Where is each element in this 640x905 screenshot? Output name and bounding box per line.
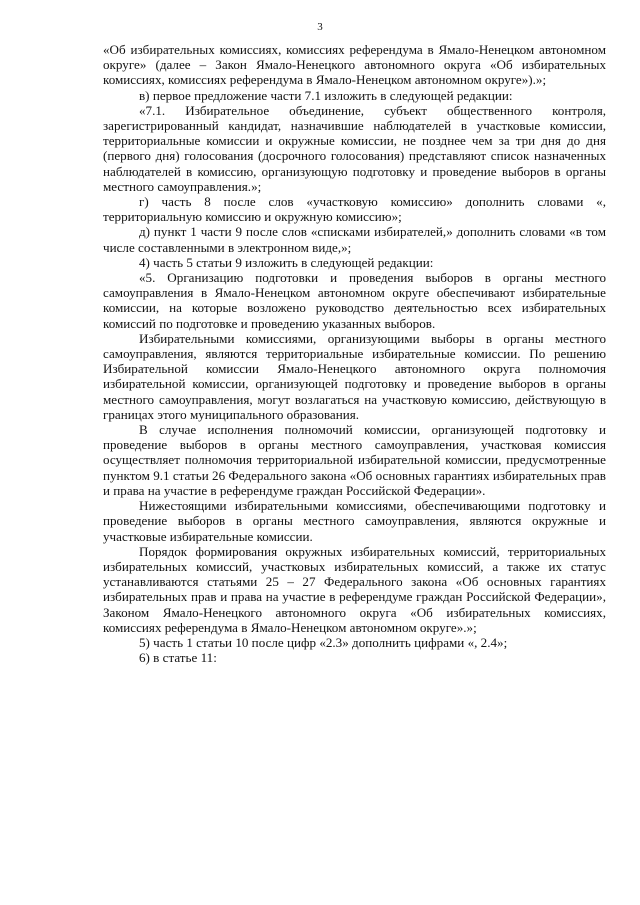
paragraph: В случае исполнения полномочий комиссии, организующей подготовку и проведение выборов в органы местного самоуправления, участковая комиссия осуществляет полномочия территориальной избирательной комиссии, предусмотренные пунктом 9.1 статьи 26 Федерального закона «Об основных гарантиях избирательных прав и права на участие в референдуме граждан Российской Федерации».: [103, 422, 606, 498]
paragraph: г) часть 8 после слов «участковую комиссию» дополнить словами «, территориальную комиссию и окружную комиссию»;: [103, 194, 606, 225]
document-body: [103, 42, 606, 665]
paragraph: 5) часть 1 статьи 10 после цифр «2.3» дополнить цифрами «, 2.4»;: [139, 634, 508, 650]
paragraph: 6) в статье 11:: [139, 650, 217, 666]
paragraph: «Об избирательных комиссиях, комиссиях референдума в Ямало-Ненецком автономном округе» (далее – Закон Ямало-Ненецкого автономного округа «Об избирательных комиссиях, комиссиях референдума в Ямало-Ненецком автономном округе»).»;: [103, 42, 606, 88]
paragraph: 4) часть 5 статьи 9 изложить в следующей редакции:: [139, 254, 434, 270]
paragraph: «5. Организацию подготовки и проведения выборов в органы местного самоуправления в Ямало-Ненецком автономном округе обеспечивают избирательные комиссии, на которые возложено руководство деятельностью всех избирательных комиссий по подготовке и проведению указанных выборов.: [103, 270, 606, 331]
paragraph: Порядок формирования окружных избирательных комиссий, территориальных избирательных комиссий, участковых избирательных комиссий, а также их статус устанавливаются статьями 25 – 27 Федерального закона «Об основных гарантиях избирательных прав и права на участие в референдуме граждан Российской Федерации», Законом Ямало-Ненецкого автономного округа «Об избирательных комиссиях, комиссиях референдума в Ямало-Ненецком автономном округе».»;: [103, 543, 606, 635]
paragraph: в) первое предложение части 7.1 изложить в следующей редакции:: [139, 87, 513, 103]
paragraph: Нижестоящими избирательными комиссиями, обеспечивающими подготовку и проведение выборов в органы местного самоуправления, являются окружные и участковые избирательные комиссии.: [103, 498, 606, 544]
paragraph: д) пункт 1 части 9 после слов «списками избирателей,» дополнить словами «в том числе составленными в электронном виде,»;: [103, 224, 606, 255]
paragraph: Избирательными комиссиями, организующими выборы в органы местного самоуправления, являются территориальные избирательные комиссии. По решению Избирательной комиссии Ямало-Ненецкого автономного округа полномочия избирательной комиссии, организующей подготовку и проведение выборов в органы местного самоуправления, могут возлагаться на участковую комиссию, действующую в границах этого муниципального образования.: [103, 330, 606, 422]
paragraph: «7.1. Избирательное объединение, субъект общественного контроля, зарегистрированный кандидат, назначившие наблюдателей в участковые комиссии, территориальные комиссии и окружные комиссии, не позднее чем за три дня до дня (первого дня) голосования (досрочного голосования) представляют список назначенных наблюдателей в комиссию, организующую подготовку и проведение выборов в органы местного самоуправления.»;: [103, 102, 606, 194]
page-number: 3: [317, 21, 323, 33]
